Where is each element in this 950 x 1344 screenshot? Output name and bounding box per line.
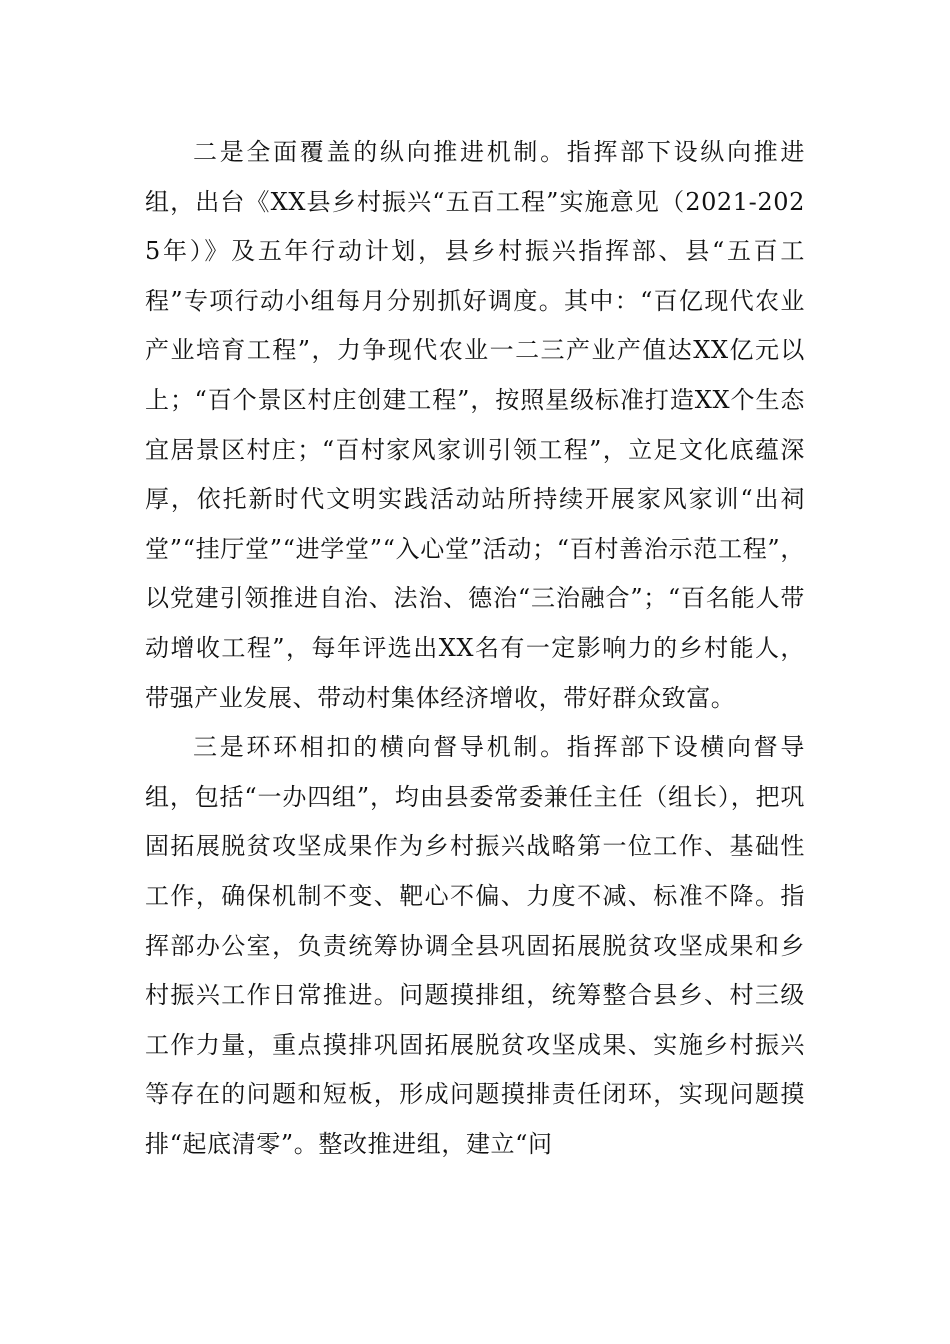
paragraph-vertical-mechanism: 二是全面覆盖的纵向推进机制。指挥部下设纵向推进组，出台《XX县乡村振兴“五百工程”实施意见（2021-2025年）》及五年行动计划，县乡村振兴指挥部、县“五百工程”专项行动小组每月分别抓好调度。其中：“百亿现代农业产业培育工程”，力争现代农业一二三产业产值达XX亿元以上；“百个景区村庄创建工程”，按照星级标准打造XX个生态宜居景区村庄；“百村家风家训引领工程”，立足文化底蕴深厚，依托新时代文明实践活动站所持续开展家风家训“出祠堂”“挂厅堂”“进学堂”“入心堂”活动；“百村善治示范工程”，以党建引领推进自治、法治、德治“三治融合”；“百名能人带动增收工程”，每年评选出XX名有一定影响力的乡村能人，带强产业发展、带动村集体经济增收，带好群众致富。 — [145, 138, 805, 712]
paragraph-horizontal-mechanism: 三是环环相扣的横向督导机制。指挥部下设横向督导组，包括“一办四组”，均由县委常委兼任主任（组长），把巩固拓展脱贫攻坚成果作为乡村振兴战略第一位工作、基础性工作，确保机制不变、靶心不偏、力度不减、标准不降。指挥部办公室，负责统筹协调全县巩固拓展脱贫攻坚成果和乡村振兴工作日常推进。问题摸排组，统筹整合县乡、村三级工作力量，重点摸排巩固拓展脱贫攻坚成果、实施乡村振兴等存在的问题和短板，形成问题摸排责任闭环，实现问题摸排“起底清零”。整改推进组，建立“问 — [145, 733, 805, 1158]
document-body — [145, 128, 805, 1169]
